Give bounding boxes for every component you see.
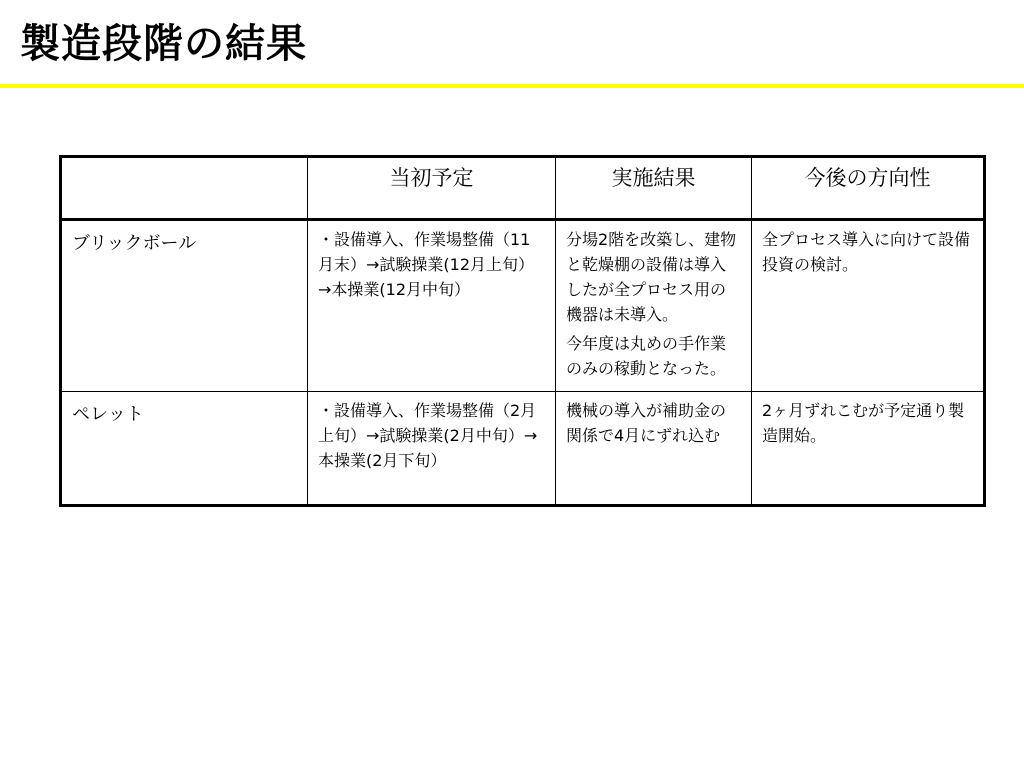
cell-result: 機械の導入が補助金の関係で4月にずれ込む	[556, 392, 752, 506]
cell-direction: 全プロセス導入に向けて設備投資の検討。	[752, 220, 985, 392]
cell-direction: 2ヶ月ずれこむが予定通り製造開始。	[752, 392, 985, 506]
row-label-brickball: ブリックボール	[61, 220, 308, 392]
result-paragraph: 分場2階を改築し、建物と乾燥棚の設備は導入したが全プロセス用の機器は未導入。	[566, 230, 737, 324]
header-initial-plan: 当初予定	[308, 157, 556, 220]
cell-result	[556, 220, 752, 392]
table-row	[61, 392, 985, 506]
cell-plan: ・設備導入、作業場整備（2月上旬）→試験操業(2月中旬）→本操業(2月下旬）	[308, 392, 556, 506]
slide-title: 製造段階の結果	[20, 21, 307, 67]
cell-plan: ・設備導入、作業場整備（11月末）→試験操業(12月上旬）→本操業(12月中旬）	[308, 220, 556, 392]
result-paragraph: 今年度は丸めの手作業のみの稼動となった。	[566, 334, 727, 378]
title-underline	[0, 84, 1024, 88]
header-results: 実施結果	[556, 157, 752, 220]
header-empty-cell	[61, 157, 308, 220]
header-future-direction: 今後の方向性	[752, 157, 985, 220]
results-table	[59, 155, 986, 507]
table-row	[61, 220, 985, 392]
row-label-pellet: ペレット	[61, 392, 308, 506]
table-header-row	[61, 157, 985, 220]
